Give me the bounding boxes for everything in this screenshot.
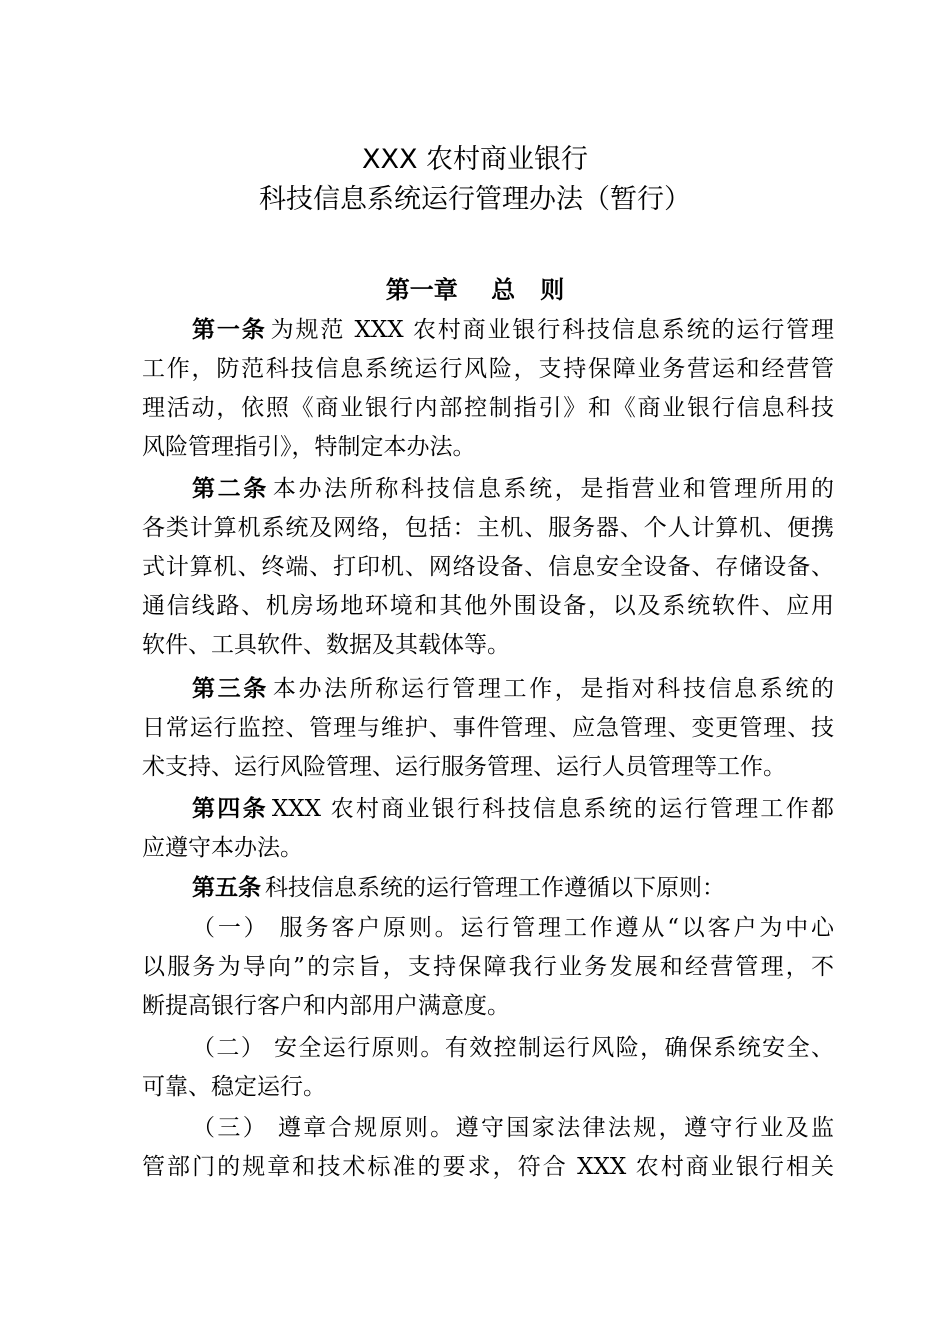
document-title-line-1: XXX 农村商业银行 bbox=[361, 144, 589, 175]
principle-2-line-1: （二） 安全运行原则。有效控制运行风险，确保系统安全、 bbox=[192, 1035, 834, 1061]
article-2-label: 第二条 bbox=[192, 476, 269, 502]
article-2-line-5: 软件、工具软件、数据及其载体等。 bbox=[142, 632, 510, 658]
article-2-line-2: 各类计算机系统及网络，包括：主机、服务器、个人计算机、便携 bbox=[142, 515, 834, 541]
chapter-heading: 第一章 总 则 bbox=[385, 276, 565, 304]
principle-2-line-2: 可靠、稳定运行。 bbox=[142, 1074, 326, 1100]
principle-1-line-3: 断提高银行客户和内部用户满意度。 bbox=[142, 993, 510, 1019]
article-2-line-4: 通信线路、机房场地环境和其他外围设备，以及系统软件、应用 bbox=[142, 593, 834, 619]
article-4-line-1: 第四条 XXX 农村商业银行科技信息系统的运行管理工作都 bbox=[192, 796, 834, 822]
article-3-line-1: 第三条 本办法所称运行管理工作，是指对科技信息系统的 bbox=[192, 676, 834, 702]
principle-1-line-1: （一） 服务客户原则。运行管理工作遵从“以客户为中心 bbox=[192, 915, 834, 941]
article-5-line-1: 第五条 科技信息系统的运行管理工作遵循以下原则： bbox=[192, 875, 725, 901]
article-2-line-1: 第二条 本办法所称科技信息系统，是指营业和管理所用的 bbox=[192, 476, 834, 502]
article-1-label: 第一条 bbox=[192, 317, 267, 343]
article-5-label: 第五条 bbox=[192, 875, 261, 901]
principle-3-line-2: 管部门的规章和技术标准的要求，符合 XXX 农村商业银行相关 bbox=[142, 1154, 834, 1180]
document-title-line-2: 科技信息系统运行管理办法（暂行） bbox=[259, 184, 691, 215]
article-1-line-1: 第一条 为规范 XXX 农村商业银行科技信息系统的运行管理 bbox=[192, 317, 834, 343]
article-1-line-2: 工作，防范科技信息系统运行风险，支持保障业务营运和经营管 bbox=[142, 356, 834, 382]
article-1-line-3: 理活动，依照《商业银行内部控制指引》和《商业银行信息科技 bbox=[142, 395, 834, 421]
article-3-line-3: 术支持、运行风险管理、运行服务管理、运行人员管理等工作。 bbox=[142, 754, 786, 780]
principle-3-line-1: （三） 遵章合规原则。遵守国家法律法规，遵守行业及监 bbox=[192, 1115, 834, 1141]
article-2-line-3: 式计算机、终端、打印机、网络设备、信息安全设备、存储设备、 bbox=[142, 554, 834, 580]
article-3-label: 第三条 bbox=[192, 676, 269, 702]
article-1-line-4: 风险管理指引》，特制定本办法。 bbox=[142, 434, 476, 460]
article-4-label: 第四条 bbox=[192, 796, 268, 822]
principle-1-line-2: 以服务为导向”的宗旨，支持保障我行业务发展和经营管理，不 bbox=[142, 954, 834, 980]
article-4-line-2: 应遵守本办法。 bbox=[142, 835, 303, 861]
article-3-line-2: 日常运行监控、管理与维护、事件管理、应急管理、变更管理、技 bbox=[142, 715, 834, 741]
